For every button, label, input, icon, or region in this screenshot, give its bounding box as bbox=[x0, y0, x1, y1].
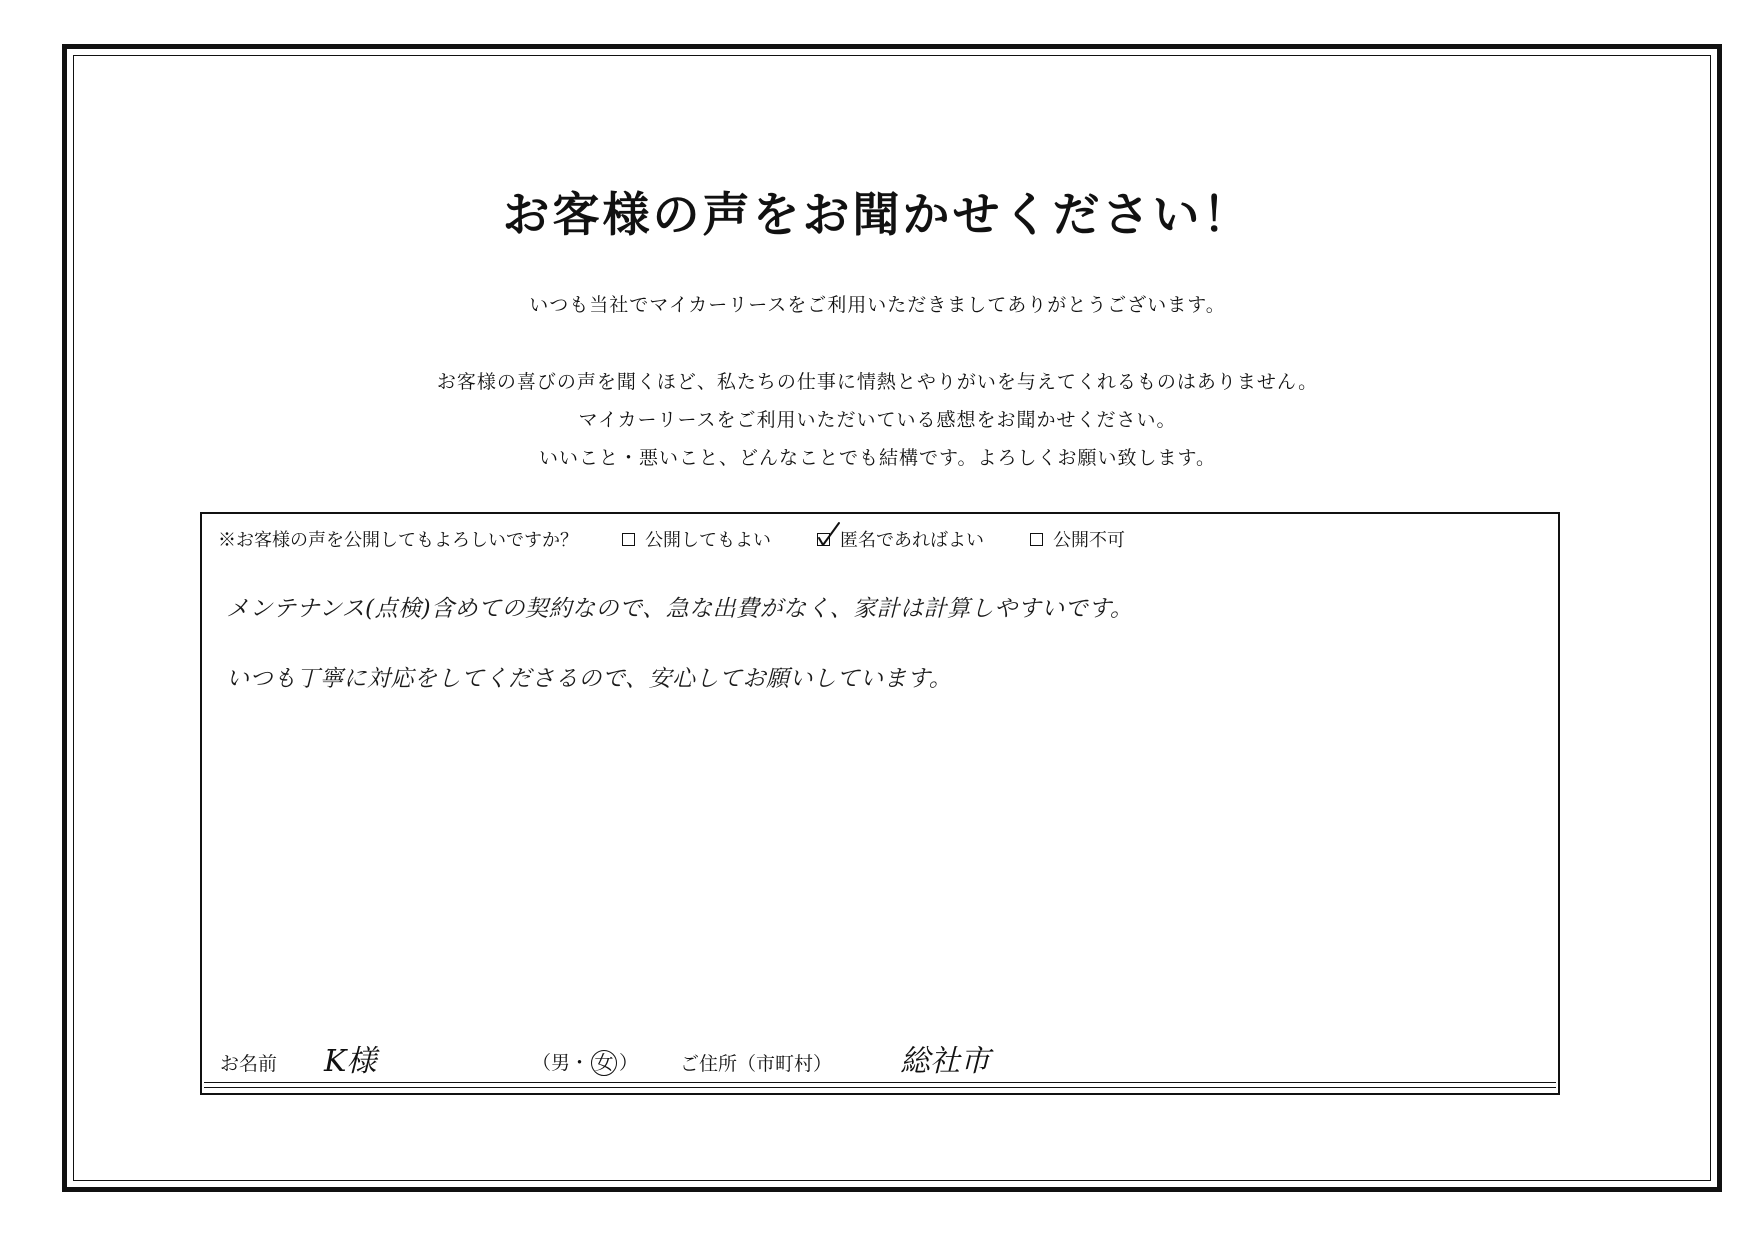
comment-line-2: いつも丁寧に対応をしてくださるので、安心してお願いしています。 bbox=[226, 666, 953, 692]
gender-selected-circle: 女 bbox=[591, 1050, 617, 1076]
intro-line-4: いいこと・悪いこと、どんなことでも結構です。よろしくお願い致します。 bbox=[539, 447, 1216, 469]
name-value: K様 bbox=[324, 1044, 377, 1079]
option-public-ok-label: 公開してもよい bbox=[645, 530, 771, 551]
checkbox-public-ok[interactable] bbox=[622, 533, 635, 546]
gender-open: （男・ bbox=[532, 1052, 590, 1074]
name-label: お名前 bbox=[220, 1053, 278, 1075]
check-mark-icon bbox=[817, 521, 841, 549]
page-title: お客様の声をお聞かせください！ bbox=[502, 188, 1253, 243]
address-label: ご住所（市町村） bbox=[680, 1053, 833, 1075]
publish-permission-row bbox=[218, 526, 1171, 552]
respondent-info-row bbox=[220, 1042, 1520, 1082]
comment-line-1: メンテナンス(点検)含めての契約なので、急な出費がなく、家計は計算しやすいです。 bbox=[226, 596, 1134, 622]
checkbox-anonymous-ok[interactable] bbox=[817, 533, 830, 546]
option-not-public-label: 公開不可 bbox=[1053, 530, 1125, 551]
option-anonymous-ok-label: 匿名であればよい bbox=[840, 530, 984, 551]
option-public-ok[interactable] bbox=[622, 526, 771, 552]
option-not-public[interactable] bbox=[1030, 526, 1125, 552]
intro-line-1: いつも当社でマイカーリースをご利用いただきましてありがとうございます。 bbox=[529, 294, 1226, 316]
intro-line-2: お客様の喜びの声を聞くほど、私たちの仕事に情熱とやりがいを与えてくれるものはありません。 bbox=[436, 371, 1319, 393]
checkbox-not-public[interactable] bbox=[1030, 533, 1043, 546]
footer-rule-double bbox=[204, 1087, 1556, 1088]
intro-line-3: マイカーリースをご利用いただいている感想をお聞かせください。 bbox=[578, 409, 1177, 431]
option-anonymous-ok[interactable] bbox=[817, 526, 984, 552]
address-value: 総社市 bbox=[900, 1044, 990, 1079]
gender-close: ） bbox=[619, 1052, 639, 1074]
footer-rule bbox=[204, 1082, 1556, 1083]
publish-question: ※お客様の声を公開してもよろしいですか？ bbox=[218, 530, 578, 551]
survey-box bbox=[200, 512, 1560, 1095]
gender-selector bbox=[532, 1048, 638, 1076]
